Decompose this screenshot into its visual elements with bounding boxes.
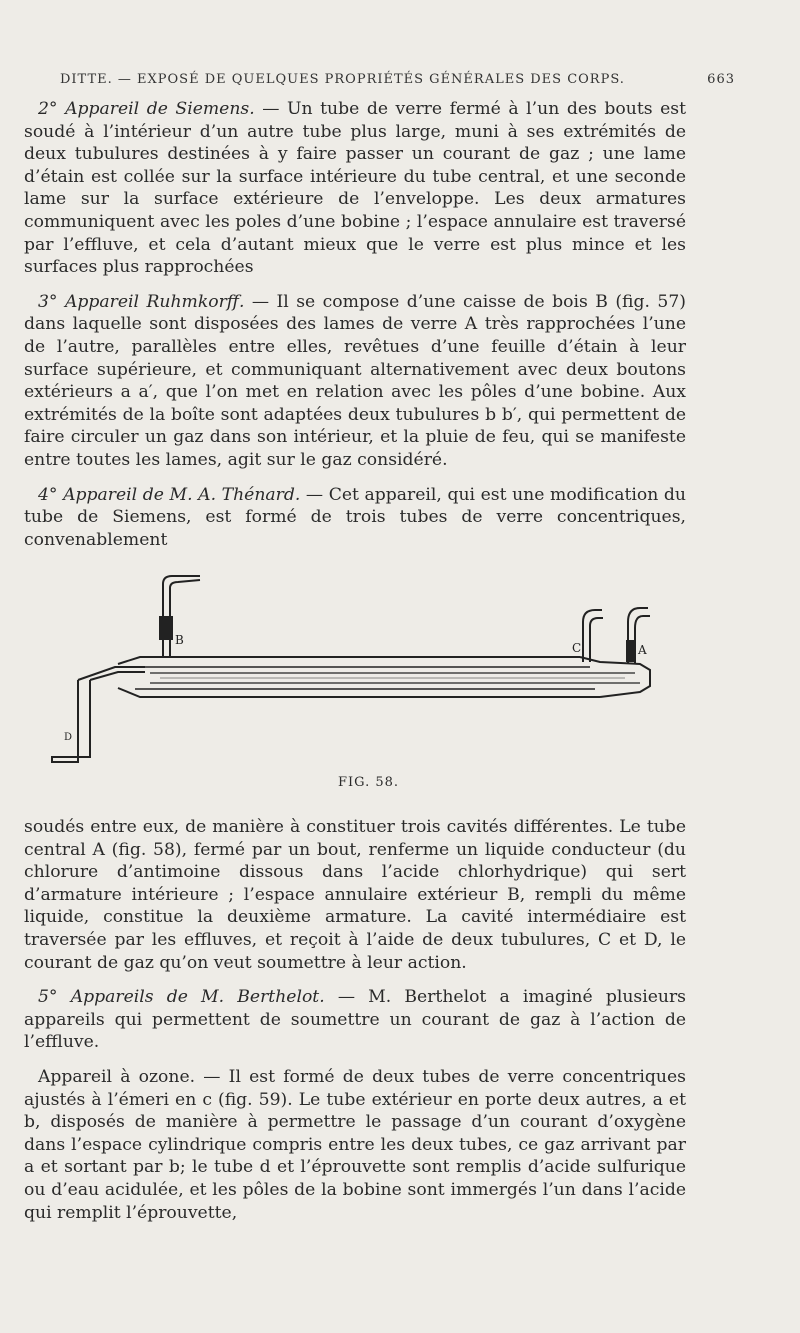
paragraph-body: — M. Berthelot a imaginé plusieurs appareils qui permettent de soumettre un courant de gaz à l’action de l’effluve. [24,987,687,1053]
paragraph-ozone [24,1066,686,1224]
paragraph-lead: 3° Appareil Ruhmkorff. [38,291,245,312]
paragraph-ruhmkorff [24,291,686,472]
running-title: DITTE. — EXPOSÉ DE QUELQUES PROPRIÉTÉS GÉNÉRALES DES CORPS. [60,72,625,87]
paragraph-body: — Il se compose d’une caisse de bois B (fig. 57) dans laquelle sont disposées des lames de verre A très rapprochées l’une de l’autre, parallèles entre elles, revêtues d’une feuille d’étain à leur surface supérieure, et communiquant alternativement avec deux boutons extérieurs a a′, que l’on met en relation avec les pôles d’une bobine. Aux extrémités de la boîte sont adaptées deux tubulures b b′, qui permettent de faire circuler un gaz dans son intérieur, et la pluie de feu, qui se manifeste entre toutes les lames, agit sur le gaz considéré. [24,291,686,470]
paragraph-body: — Un tube de verre fermé à l’un des bouts est soudé à l’intérieur d’un autre tube plus large, muni à ses extrémités de deux tubulures destinées à y faire passer un courant de gaz ; une lame d’étain est collée sur la surface intérieure du tube central, et une seconde lame sur la surface extérieure de l’enveloppe. Les deux armatures communiquent avec les poles d’une bobine ; l’espace annulaire est traversé par l’effluve, et cela d’autant mieux que le verre est plus mince et les surfaces plus rapprochées [24,99,687,278]
paragraph-body: soudés entre eux, de manière à constituer trois cavités différentes. Le tube central A (fig. 58), fermé par un bout, renferme un liquide conducteur (du chlorure d’antimoine dissous dans l’acide chlorhydrique) qui sert d’armature intérieure ; l’espace annulaire extérieur B, rempli du même liquide, constitue la deuxième armature. La cavité intermédiaire est traversée par les effluves, et reçoit à l’aide de deux tubulures, C et D, le courant de gaz qu’on veut soumettre à leur action. [24,817,686,973]
label-a: A [638,643,647,657]
outer-tube [118,657,600,697]
text-block-top [24,98,686,551]
paragraph-body: — Il est formé de deux tubes de verre concentriques ajustés à l’émeri en c (fig. 59). Le tube extérieur en porte deux autres, a et b, disposés de manière à permettre le passage d’un courant d’oxygène dans l’espace cylindrique compris entre les deux tubes, ce gaz arrivant par a et sortant par b; le tube d et l’éprouvette sont remplis d’acide sulfurique ou d’eau acidulée, et les pôles de la bobine sont immergés l’un dans l’acide qui remplit l’éprouvette, [24,1066,686,1223]
label-b: B [175,633,184,647]
running-header [60,72,735,87]
figure-caption: FIG. 58. [338,775,400,790]
paragraph-thenard [24,484,686,552]
label-d: D [64,732,73,743]
paragraph-lead: 4° Appareil de M. A. Thénard. [38,484,301,505]
tube-d [52,680,90,762]
paragraph-siemens [24,98,686,279]
paragraph-body: — Cet appareil, qui est une modification du tube de Siemens, est formé de trois tubes de verre concentriques, convenablement [24,484,686,550]
paragraph-lead: Appareil à ozone. [38,1066,196,1087]
page-number: 663 [707,72,735,87]
figure-58-apparatus [40,572,720,802]
paragraph-berthelot [24,986,686,1054]
paragraph-lead: 2° Appareil de Siemens. [38,99,255,119]
label-c: C [572,641,582,655]
paragraph-lead: 5° Appareils de M. Berthelot. [38,987,325,1008]
paragraph-continuation [24,816,686,974]
text-block-bottom [24,816,686,1224]
tube-c [583,610,603,662]
